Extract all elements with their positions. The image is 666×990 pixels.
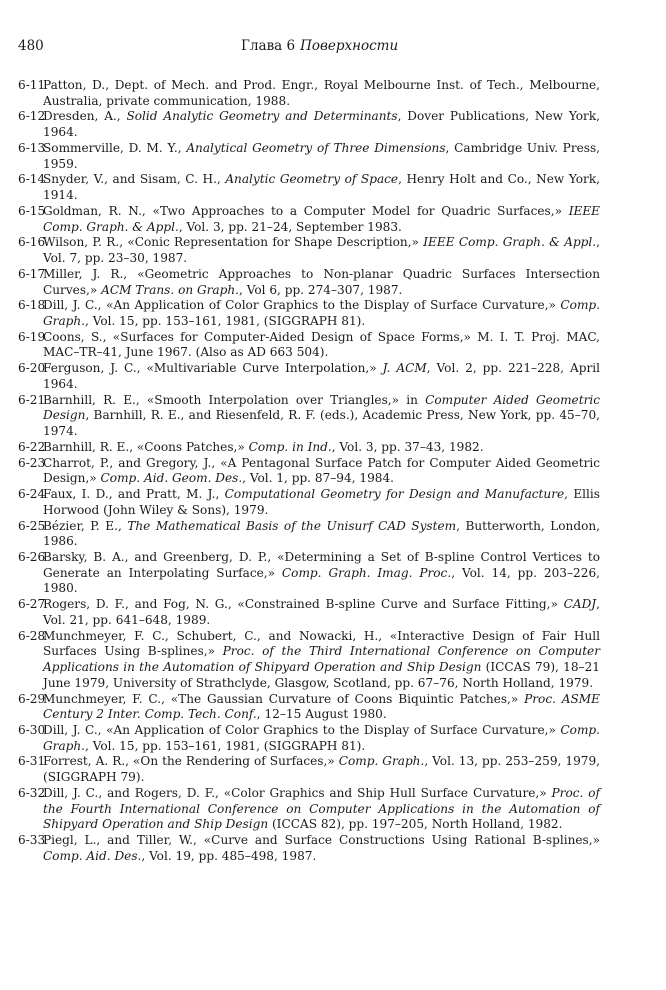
reference-text-segment: Miller, J. R., «Geometric Approaches to Non-planar Quadric Surfaces Intersection Curves,» [43, 266, 600, 297]
reference-entry [18, 723, 600, 754]
reference-text [43, 550, 600, 597]
reference-text [43, 440, 600, 456]
reference-text-segment: , Cambridge Univ. Press, 1959. [43, 140, 601, 171]
reference-entry [18, 629, 600, 691]
reference-text-segment: , Vol. 2, pp. 221–228, April 1964. [43, 361, 600, 391]
reference-entry [18, 235, 600, 266]
reference-entry [18, 393, 600, 440]
reference-entry [18, 204, 600, 235]
reference-text-segment: (ICCAS 79), 18–21 June 1979, University of Strathclyde, Glasgow, Scotland, pp. 67–76, North Holland, 1979. [43, 660, 600, 690]
reference-text-segment: Goldman, R. N., «Two Approaches to a Computer Model for Quadric Surfaces,» [43, 203, 569, 218]
reference-entry [18, 487, 600, 518]
reference-entry [18, 330, 600, 361]
reference-number: 6-16 [18, 235, 46, 250]
reference-text [43, 172, 600, 203]
reference-text-segment: Bézier, P. E., [43, 518, 128, 533]
reference-title-italic: Computer Aided Geometric Design [43, 392, 600, 423]
reference-text-segment: , Barnhill, R. E., and Riesenfeld, R. F. (eds.), Academic Press, New York, pp. 45–70, 1974. [43, 408, 600, 439]
reference-title-italic: Comp. Graph. Imag. Proc. [281, 565, 452, 580]
reference-text-segment: Forrest, A. R., «On the Rendering of Surfaces,» [43, 754, 339, 769]
chapter-label: Глава 6 [241, 38, 296, 54]
reference-entry [18, 109, 600, 140]
reference-text-segment: , Butterworth, London, 1986. [43, 518, 600, 549]
reference-entry [18, 786, 600, 833]
reference-title-italic: ACM Trans. on Graph. [101, 282, 240, 297]
reference-text [43, 393, 600, 440]
reference-text [43, 109, 600, 140]
reference-text [43, 833, 600, 864]
reference-text [43, 298, 600, 329]
reference-text-segment: Barnhill, R. E., «Coons Patches,» [43, 439, 249, 454]
reference-text [43, 267, 600, 298]
reference-text [43, 235, 600, 266]
reference-text-segment: , Vol. 14, pp. 203–226, 1980. [43, 565, 600, 596]
reference-title-italic: CADJ [563, 597, 597, 612]
reference-number: 6-25 [18, 518, 46, 533]
reference-number: 6-22 [18, 439, 46, 454]
reference-text [43, 597, 600, 628]
reference-title-italic: Comp. Aid. Des. [43, 848, 142, 863]
reference-entry [18, 597, 600, 628]
reference-entry [18, 267, 600, 298]
reference-text-segment: Dresden, A., [43, 109, 127, 124]
reference-number: 6-23 [18, 455, 46, 470]
reference-number: 6-29 [18, 691, 46, 706]
reference-text-segment: , Vol. 13, pp. 253–259, 1979, (SIGGRAPH 79). [43, 754, 601, 785]
reference-entry [18, 754, 600, 785]
reference-text-segment: Snyder, V., and Sisam, C. H., [43, 172, 226, 187]
reference-text [43, 487, 600, 518]
reference-text [43, 692, 600, 723]
reference-number: 6-32 [18, 785, 46, 800]
reference-text [43, 629, 600, 691]
reference-text-segment: , Vol. 19, pp. 485–498, 1987. [141, 848, 317, 863]
reference-number: 6-27 [18, 597, 46, 612]
reference-title-italic: Analytic Geometry of Space [225, 172, 399, 187]
reference-entry [18, 833, 600, 864]
reference-text-segment: Sommerville, D. M. Y., [43, 140, 187, 155]
reference-text-segment: Dill, J. C., and Rogers, D. F., «Color Graphics and Ship Hull Surface Curvature,» [43, 785, 552, 800]
reference-text-segment: Munchmeyer, F. C., «The Gaussian Curvature of Coons Biquintic Patches,» [43, 691, 525, 706]
reference-title-italic: Proc. ASME Century 2 Inter. Comp. Tech. Conf. [43, 691, 600, 722]
reference-title-italic: J. ACM [382, 361, 427, 376]
reference-number: 6-17 [18, 266, 46, 281]
reference-text-segment: , Vol. 1, pp. 87–94, 1984. [242, 471, 395, 486]
reference-text-segment: , Vol. 21, pp. 641–648, 1989. [43, 597, 600, 627]
reference-title-italic: Proc. of the Fourth International Conference on Computer Applications in the Automation of Shipyard Operation and Ship Design [43, 785, 600, 832]
page-header [18, 38, 620, 56]
page-number: 480 [18, 38, 44, 54]
reference-text [43, 786, 600, 833]
reference-entry [18, 550, 600, 597]
reference-text-segment: Munchmeyer, F. C., Schubert, C., and Nowacki, H., «Interactive Design of Fair Hull Surfaces Using B-splines,» [43, 628, 600, 659]
reference-text-segment: Dill, J. C., «An Application of Color Graphics to the Display of Surface Curvature,» [43, 298, 561, 313]
reference-text-segment: (ICCAS 82), pp. 197–205, North Holland, 1982. [268, 817, 563, 832]
reference-text-segment: , Vol 6, pp. 274–307, 1987. [239, 282, 403, 297]
reference-text [43, 330, 600, 361]
reference-text-segment: , 12–15 August 1980. [256, 707, 387, 722]
reference-text-segment: Dill, J. C., «An Application of Color Graphics to the Display of Surface Curvature,» [43, 722, 561, 737]
reference-title-italic: IEEE Comp. Graph. & Appl. [423, 235, 597, 250]
reference-title-italic: Analytical Geometry of Three Dimensions [186, 140, 446, 155]
reference-text-segment: Patton, D., Dept. of Mech. and Prod. Engr., Royal Melbourne Inst. of Tech., Melbourne, Australia, private communication, 1988. [43, 78, 600, 108]
reference-entry [18, 361, 600, 392]
reference-text [43, 723, 600, 754]
reference-text [43, 456, 600, 487]
reference-text [43, 519, 600, 550]
reference-text [43, 78, 600, 109]
reference-entry [18, 456, 600, 487]
reference-number: 6-20 [18, 361, 46, 376]
reference-text-segment: Piegl, L., and Tiller, W., «Curve and Surface Constructions Using Rational B-splines,» [43, 833, 600, 848]
reference-text-segment: Barnhill, R. E., «Smooth Interpolation over Triangles,» in [43, 392, 426, 407]
reference-text [43, 141, 600, 172]
reference-number: 6-21 [18, 392, 46, 407]
reference-entry [18, 78, 600, 109]
reference-number: 6-33 [18, 833, 46, 848]
reference-entry [18, 298, 600, 329]
reference-title-italic: Comp. Graph. [43, 722, 600, 753]
reference-text-segment: Wilson, P. R., «Conic Representation for Shape Description,» [43, 235, 424, 250]
reference-text-segment: , Vol. 3, pp. 21–24, September 1983. [178, 219, 402, 234]
reference-entry [18, 692, 600, 723]
reference-text-segment: Coons, S., «Surfaces for Computer-Aided Design of Space Forms,» M. I. T. Proj. MAC, MAC–TR–41, June 1967. (Also as AD 663 504). [43, 329, 600, 360]
reference-number: 6-24 [18, 487, 46, 502]
reference-number: 6-12 [18, 109, 46, 124]
reference-number: 6-11 [18, 78, 46, 92]
reference-entry [18, 172, 600, 203]
reference-text-segment: Ferguson, J. C., «Multivariable Curve Interpolation,» [43, 361, 383, 376]
reference-number: 6-19 [18, 329, 46, 344]
reference-entry [18, 440, 600, 456]
reference-text-segment: Barsky, B. A., and Greenberg, D. P., «Determining a Set of B-spline Control Vertices to Generate an Interpolating Surface,» [43, 550, 600, 580]
reference-text-segment: , Vol. 15, pp. 153–161, 1981, (SIGGRAPH 81). [85, 313, 366, 328]
reference-title-italic: Comp. Graph. [338, 754, 425, 769]
reference-text [43, 204, 600, 235]
reference-text [43, 754, 600, 785]
reference-text-segment: , Vol. 7, pp. 23–30, 1987. [43, 235, 600, 266]
reference-text-segment: Faux, I. D., and Pratt, M. J., [43, 487, 225, 502]
reference-title-italic: IEEE Comp. Graph. & Appl. [43, 203, 600, 234]
reference-title-italic: Solid Analytic Geometry and Determinants [126, 109, 398, 124]
reference-number: 6-30 [18, 722, 46, 737]
reference-title-italic: Comp. Aid. Geom. Des. [100, 471, 243, 486]
reference-text-segment: , Vol. 15, pp. 153–161, 1981, (SIGGRAPH 81). [85, 738, 366, 753]
reference-entry [18, 141, 600, 172]
reference-number: 6-15 [18, 203, 46, 218]
reference-text-segment: , Ellis Horwood (John Wiley & Sons), 1979. [43, 487, 600, 517]
reference-number: 6-18 [18, 298, 46, 313]
reference-text [43, 361, 600, 392]
reference-text-segment: , Dover Publications, New York, 1964. [43, 109, 601, 140]
reference-text-segment: , Henry Holt and Co., New York, 1914. [43, 172, 600, 203]
section-title: Поверхности [300, 38, 399, 54]
reference-number: 6-13 [18, 140, 46, 155]
reference-text-segment: Rogers, D. F., and Fog, N. G., «Constrained B-spline Curve and Surface Fitting,» [43, 597, 564, 612]
reference-text-segment: , Vol. 3, pp. 37–43, 1982. [331, 439, 484, 454]
reference-entry [18, 519, 600, 550]
reference-title-italic: The Mathematical Basis of the Unisurf CAD System [127, 518, 457, 533]
reference-list [18, 78, 600, 865]
reference-title-italic: Comp. in Ind. [248, 439, 332, 454]
reference-title-italic: Comp. Graph. [43, 298, 600, 328]
running-title [241, 38, 398, 54]
reference-number: 6-31 [18, 754, 46, 769]
reference-title-italic: Proc. of the Third International Conference on Computer Applications in the Automation of Shipyard Operation and Ship Design [43, 644, 600, 675]
reference-number: 6-26 [18, 550, 46, 565]
reference-number: 6-28 [18, 628, 46, 643]
reference-title-italic: Computational Geometry for Design and Manufacture [224, 487, 565, 502]
reference-number: 6-14 [18, 172, 46, 187]
reference-text-segment: Charrot, P., and Gregory, J., «A Pentagonal Surface Patch for Computer Aided Geometric Design,» [43, 455, 600, 486]
